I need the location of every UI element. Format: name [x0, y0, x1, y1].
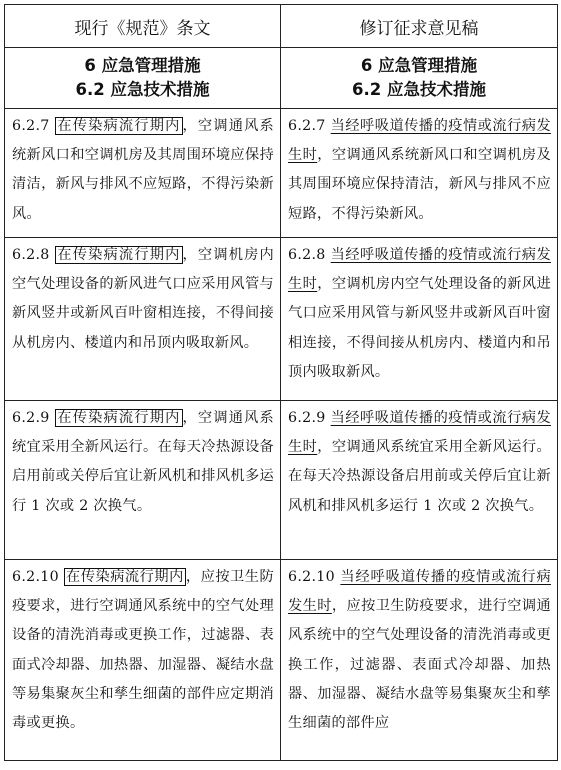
current-clause-cell	[5, 238, 281, 401]
revised-clause-cell	[281, 238, 558, 401]
comparison-document	[4, 4, 557, 766]
revised-clause-cell	[281, 401, 558, 560]
clause-row	[5, 109, 558, 238]
current-clause-cell	[5, 401, 281, 560]
revised-clause-cell	[281, 560, 558, 761]
clause-text: ，应按卫生防疫要求，进行空调通风系统中的空气处理设备的清洗消毒或更换工作，过滤器、表面式冷却器、加热器、加湿器、凝结水盘等易集聚灰尘和孳生细菌的部件应定期消毒或更换。	[12, 569, 275, 732]
clause-number: 6.2.8	[288, 247, 326, 263]
clause-number: 6.2.10	[288, 569, 335, 585]
boxed-condition: 在传染病流行期内	[57, 410, 181, 426]
clause-row	[5, 401, 558, 560]
clause-number: 6.2.9	[288, 410, 326, 426]
subsection-title: 6.2 应急技术措施	[75, 80, 210, 99]
clause-number: 6.2.8	[12, 247, 50, 263]
subsection-title: 6.2 应急技术措施	[352, 80, 486, 99]
underlined-condition: 当经呼吸道传播的疫情或流行病发生时	[288, 247, 551, 293]
clause-number: 6.2.9	[12, 410, 50, 426]
header-revision-draft: 修订征求意见稿	[281, 5, 558, 48]
chapter-title: 6 应急管理措施	[84, 56, 201, 75]
header-current-code: 现行《规范》条文	[5, 5, 281, 48]
clause-text: ，空调通风系统新风口和空调机房及其周围环境应保持清洁，新风与排风不应短路，不得污染新风。	[12, 118, 275, 222]
clause-text: ，应按卫生防疫要求，进行空调通风系统中的空气处理设备的清洗消毒或更换工作，过滤器、表面式冷却器、加热器、加湿器、凝结水盘等易集聚灰尘和孳生细菌的部件应	[288, 598, 551, 732]
clause-row	[5, 560, 558, 761]
clause-text: ，空调通风系统新风口和空调机房及其周围环境应保持清洁，新风与排风不应短路，不得污染新风。	[288, 147, 551, 222]
boxed-condition: 在传染病流行期内	[57, 118, 181, 134]
boxed-condition: 在传染病流行期内	[66, 569, 184, 585]
header-row	[5, 5, 558, 48]
current-clause-cell	[5, 560, 281, 761]
underlined-condition: 当经呼吸道传播的疫情或流行病发生时	[288, 410, 551, 456]
current-clause-cell	[5, 109, 281, 238]
clause-text: ，空调机房内空气处理设备的新风进气口应采用风管与新风竖井或新风百叶窗相连接，不得间接从机房内、楼道内和吊顶内吸取新风。	[12, 247, 275, 351]
section-row	[5, 48, 558, 109]
chapter-title: 6 应急管理措施	[360, 56, 478, 75]
clause-number: 6.2.7	[288, 118, 326, 134]
clause-text: ，空调机房内空气处理设备的新风进气口应采用风管与新风竖井或新风百叶窗相连接，不得间接从机房内、楼道内和吊顶内吸取新风。	[288, 276, 551, 380]
underlined-condition: 当经呼吸道传播的疫情或流行病发生时	[288, 569, 552, 615]
underlined-condition: 当经呼吸道传播的疫情或流行病发生时	[288, 118, 551, 164]
section-heading-current	[5, 48, 281, 109]
comparison-table	[4, 4, 558, 761]
clause-text: ，空调通风系统宜采用全新风运行。在每天冷热源设备启用前或关停后宜让新风机和排风机多运行 1 次或 2 次换气。	[12, 410, 275, 514]
boxed-condition: 在传染病流行期内	[57, 247, 181, 263]
clause-number: 6.2.7	[12, 118, 50, 134]
clause-number: 6.2.10	[12, 569, 59, 585]
clause-text: ，空调通风系统宜采用全新风运行。在每天冷热源设备启用前或关停后宜让新风机和排风机多运行 1 次或 2 次换气。	[288, 439, 551, 514]
revised-clause-cell	[281, 109, 558, 238]
clause-row	[5, 238, 558, 401]
section-heading-revised	[281, 48, 558, 109]
